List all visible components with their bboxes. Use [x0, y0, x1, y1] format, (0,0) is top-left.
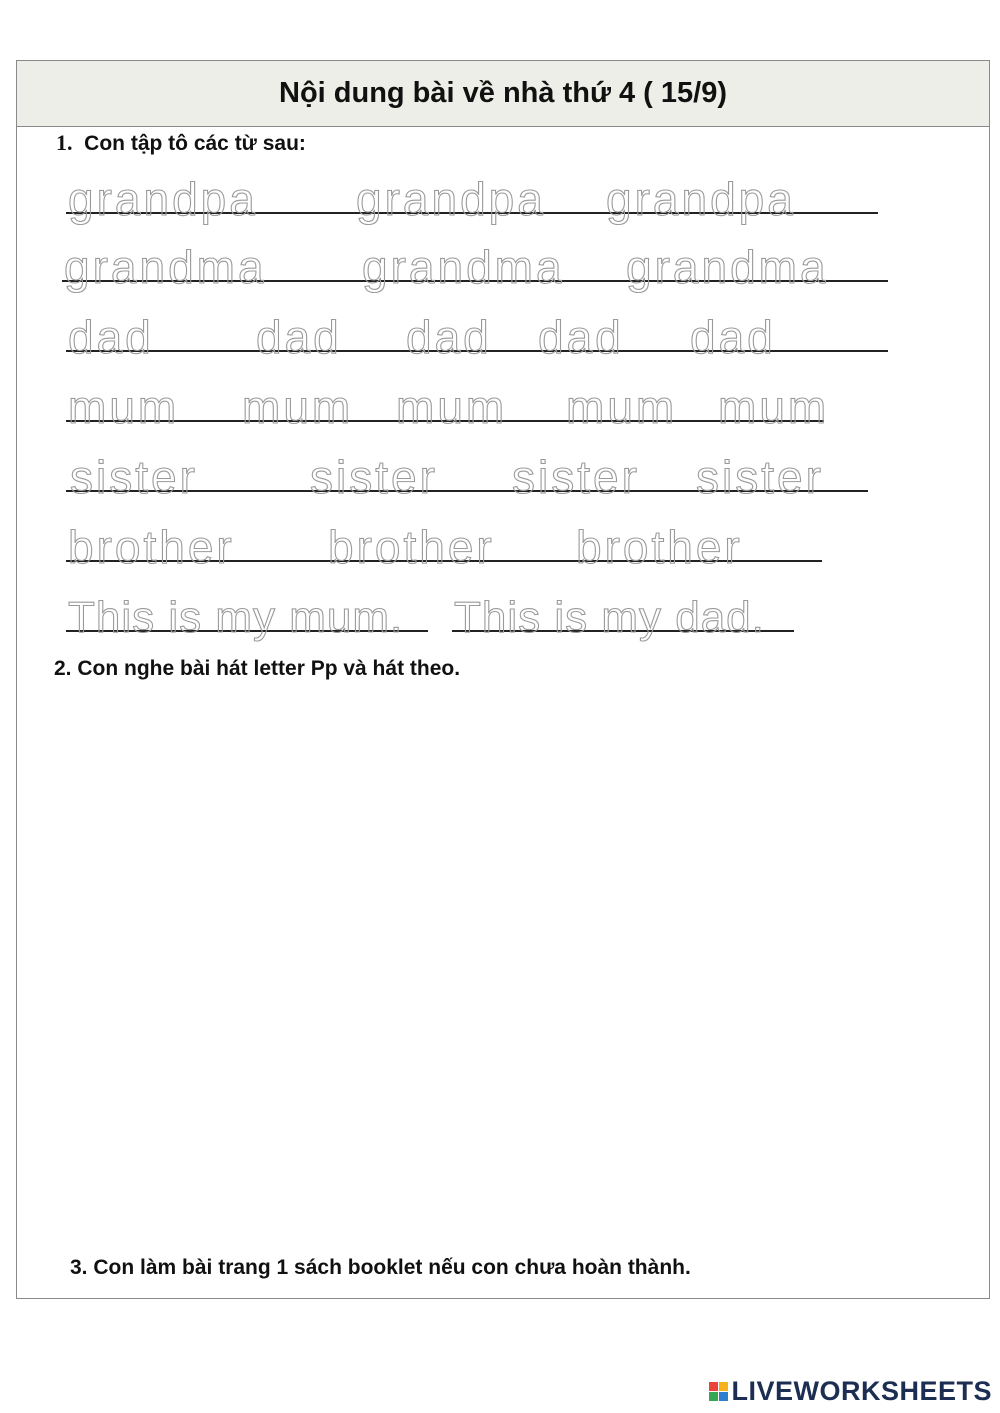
trace-word: grandpa — [356, 173, 546, 225]
trace-row-brother — [66, 516, 822, 572]
logo-square — [709, 1392, 718, 1401]
trace-word: sister — [310, 451, 438, 503]
trace-row-mum — [66, 376, 830, 433]
trace-sentence: This is my mum. — [68, 593, 404, 642]
liveworksheets-logo — [709, 1376, 992, 1407]
trace-word: dad — [68, 311, 154, 363]
trace-word: sister — [70, 451, 198, 503]
trace-row-grandma — [62, 236, 888, 292]
trace-word: mum — [396, 381, 508, 433]
trace-word: grandpa — [68, 173, 258, 225]
brand-name: LIVEWORKSHEETS — [731, 1376, 992, 1406]
worksheet-title: Nội dung bài về nhà thứ 4 ( 15/9) — [279, 77, 727, 109]
trace-row-sentence-mum — [66, 586, 428, 642]
trace-sentence: This is my dad. — [454, 593, 765, 642]
trace-word: sister — [512, 451, 640, 503]
trace-word: brother — [328, 521, 495, 573]
trace-row-grandpa — [66, 168, 878, 224]
trace-row-sentence-dad — [452, 586, 794, 642]
logo-square — [719, 1382, 728, 1391]
logo-square — [719, 1392, 728, 1401]
trace-word: grandpa — [606, 173, 796, 225]
trace-word: grandma — [362, 241, 565, 293]
trace-word: mum — [718, 381, 830, 433]
trace-word: dad — [538, 311, 624, 363]
worksheet-header — [17, 61, 989, 127]
question-1-text: Con tập tô các từ sau: — [84, 132, 306, 155]
trace-word: sister — [696, 451, 824, 503]
logo-square — [709, 1382, 718, 1391]
trace-row-dad — [66, 306, 888, 362]
trace-word: mum — [566, 381, 678, 433]
question-3: 3. Con làm bài trang 1 sách booklet nếu con chưa hoàn thành. — [70, 1256, 691, 1279]
trace-word: dad — [256, 311, 342, 363]
question-1 — [56, 130, 306, 156]
trace-word: grandma — [626, 241, 829, 293]
trace-word: grandma — [64, 241, 267, 293]
trace-row-sister — [66, 446, 868, 502]
trace-word: mum — [68, 381, 180, 433]
trace-word: dad — [690, 311, 776, 363]
trace-word: brother — [576, 521, 743, 573]
liveworksheets-icon — [709, 1382, 728, 1401]
trace-word: dad — [406, 311, 492, 363]
question-1-number: 1. — [56, 130, 73, 155]
question-2: 2. Con nghe bài hát letter Pp và hát theo. — [54, 657, 461, 680]
trace-word: brother — [68, 521, 235, 573]
trace-word: mum — [242, 381, 354, 433]
